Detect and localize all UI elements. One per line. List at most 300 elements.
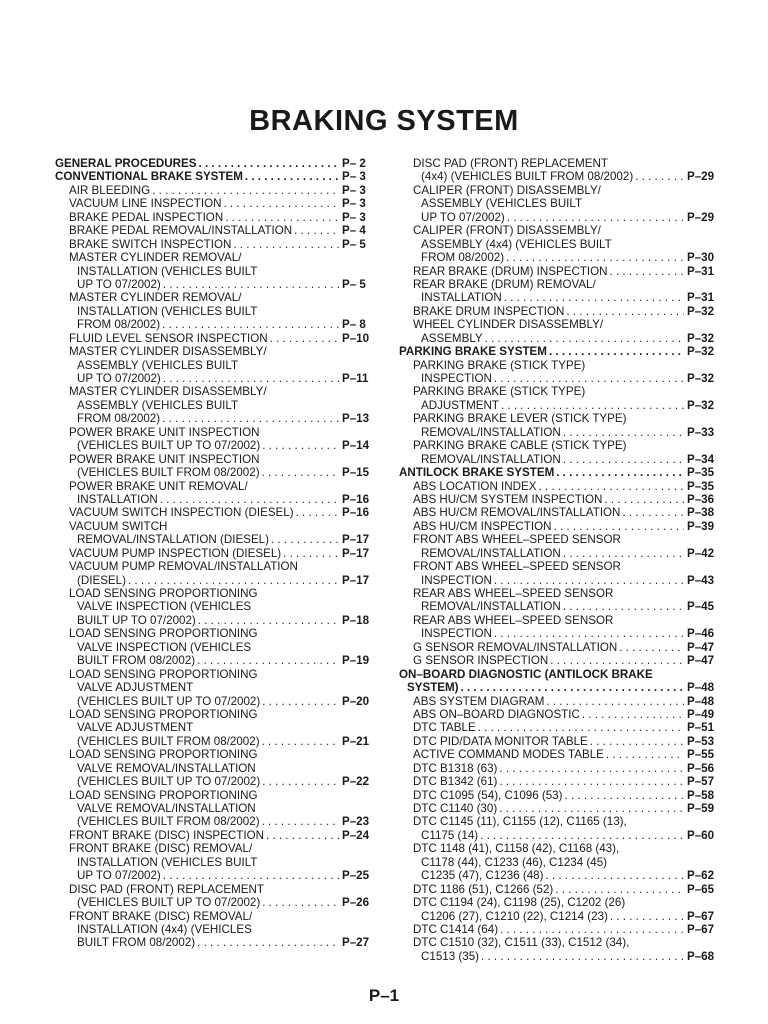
leader-dots [479,950,684,963]
toc-entry-page: P–24 [342,828,370,842]
toc-entry-title: (VEHICLES BUILT FROM 08/2002) [77,815,260,829]
toc-entry [399,668,717,681]
toc-entry-title: CONVENTIONAL BRAKE SYSTEM [55,170,243,184]
toc-entry [55,278,372,291]
toc-entry-title: CALIPER (FRONT) DISASSEMBLY/ [413,224,601,238]
toc-entry-title: REMOVAL/INSTALLATION [421,546,561,560]
toc-entry-page: P–68 [687,949,715,963]
toc-entry-page: P–56 [687,761,715,775]
toc-entry [55,762,372,775]
leader-dots [260,775,339,788]
toc-entry-title: ASSEMBLY (VEHICLES BUILT [421,197,583,211]
toc-entry [55,923,372,936]
toc-entry-page: P–67 [687,909,715,923]
leader-dots [197,157,339,170]
leader-dots [281,547,339,560]
toc-entry [399,829,717,842]
toc-entry-title: PARKING BRAKE CABLE (STICK TYPE) [413,439,627,453]
toc-entry-title: DTC B1342 (61) [413,775,498,789]
toc-entry-title: DTC C1510 (32), C1511 (33), C1512 (34), [413,936,630,950]
leader-dots [260,735,339,748]
toc-entry [399,359,717,372]
page-title: BRAKING SYSTEM [249,105,519,137]
toc-entry [399,842,717,855]
toc-entry-title: (VEHICLES BUILT UP TO 07/2002) [77,896,261,910]
toc-entry [399,224,717,237]
toc-entry [399,251,717,264]
toc-entry [399,265,717,278]
toc-entry-title: BRAKE DRUM INSPECTION [413,304,565,318]
leader-dots [552,520,685,533]
leader-dots [499,399,684,412]
leader-dots [543,869,684,882]
toc-entry-title: UP TO 07/2002) [77,277,161,291]
toc-entry [399,560,717,573]
leader-dots [563,789,685,802]
toc-entry [399,372,717,385]
toc-entry [399,426,717,439]
toc-entry-title: MASTER CYLINDER REMOVAL/ [69,251,242,265]
toc-entry [55,305,372,318]
toc-entry [55,224,372,237]
toc-entry-page: P–33 [687,425,715,439]
leader-dots [294,506,339,519]
toc-entry-page: P–45 [687,600,715,614]
toc-entry-title: DTC C1095 (54), C1096 (53) [413,788,563,802]
toc-entry-page: P–32 [687,398,715,412]
toc-entry-title: VACUUM PUMP REMOVAL/INSTALLATION [69,560,298,574]
toc-entry-title: C1178 (44), C1233 (46), C1234 (45) [421,855,608,869]
toc-entry [399,385,717,398]
toc-entry-title: FLUID LEVEL SENSOR INSPECTION [69,331,268,345]
toc-entry-title: PARKING BRAKE (STICK TYPE) [413,385,586,399]
leader-dots [260,439,339,452]
leader-dots [554,466,684,479]
leader-dots [268,332,339,345]
toc-entry-page: P–10 [342,331,370,345]
toc-entry-title: G SENSOR INSPECTION [413,654,549,668]
toc-entry [399,748,717,761]
toc-entry [399,789,717,802]
toc-entry-title: DISC PAD (FRONT) REPLACEMENT [413,157,608,170]
toc-entry-title: DTC TABLE [413,721,476,735]
toc-entry [55,815,372,828]
leader-dots [492,574,684,587]
toc-entry [399,695,717,708]
toc-entry [55,372,372,385]
toc-entry-title: WHEEL CYLINDER DISASSEMBLY/ [413,318,604,332]
toc-entry [399,641,717,654]
toc-entry-title: INSTALLATION (VEHICLES BUILT [77,304,258,318]
toc-entry-title: REMOVAL/INSTALLATION (DIESEL) [77,533,269,547]
toc-entry [55,721,372,734]
toc-entry [399,453,717,466]
toc-entry-page: P–27 [342,936,370,950]
toc-entry [55,184,372,197]
leader-dots [608,910,684,923]
toc-entry-title: G SENSOR REMOVAL/INSTALLATION [413,640,618,654]
toc-entry-page: P–59 [687,802,715,815]
leader-dots [633,170,684,183]
leader-dots [292,224,339,237]
toc-entry-page: P–21 [342,734,370,748]
toc-entry [399,318,717,331]
leader-dots [498,923,684,936]
toc-entry-title: CALIPER (FRONT) DISASSEMBLY/ [413,183,601,197]
toc-entry-title: INSTALLATION (VEHICLES BUILT [77,855,258,869]
toc-entry-page: P–55 [687,748,715,762]
toc-entry-title: (4x4) (VEHICLES BUILT FROM 08/2002) [421,170,634,184]
toc-entry-title: UP TO 07/2002) [77,372,161,385]
toc-right-column [399,157,717,963]
toc-entry-page: P–25 [342,869,370,883]
toc-entry [399,883,717,896]
toc-entry-title: C1235 (47), C1236 (48) [421,869,544,883]
toc-entry [399,869,717,882]
toc-entry-title: FRONT ABS WHEEL–SPEED SENSOR [413,533,621,547]
toc-entry-title: FRONT BRAKE (DISC) INSPECTION [69,828,264,842]
leader-dots [504,251,684,264]
toc-entry [55,170,372,183]
toc-entry-page: P–32 [687,345,715,359]
leader-dots [264,829,339,842]
toc-entry [55,251,372,264]
toc-entry [399,480,717,493]
toc-entry-page: P–32 [687,331,715,345]
toc-entry-page: P–39 [687,519,715,533]
toc-entry-title: ABS SYSTEM DIAGRAM [413,694,545,708]
toc-entry [399,493,717,506]
toc-entry [55,789,372,802]
toc-entry-page: P–16 [342,506,370,520]
toc-entry [55,453,372,466]
toc-entry-title: INSPECTION [421,573,492,587]
toc-entry [399,721,717,734]
toc-entry-title: BUILT FROM 08/2002) [77,936,196,950]
toc-entry [399,184,717,197]
toc-entry [55,775,372,788]
toc-entry-page: P–23 [342,815,370,829]
toc-entry-title: VACUUM LINE INSPECTION [69,197,222,211]
toc-entry-title: FROM 08/2002) [77,412,161,426]
toc-entry-title: LOAD SENSING PROPORTIONING [69,748,258,762]
toc-entry-title: DTC 1148 (41), C1158 (42), C1168 (43), [413,842,620,856]
toc-entry-title: REMOVAL/INSTALLATION [421,600,561,614]
toc-entry-title: (VEHICLES BUILT UP TO 07/2002) [77,775,261,789]
toc-entry-title: LOAD SENSING PROPORTIONING [69,667,258,681]
leader-dots [561,600,684,613]
leader-dots [588,735,684,748]
leader-dots [544,695,684,708]
toc-entry-title: C1175 (14) [421,828,479,842]
toc-entry-title: VACUUM SWITCH INSPECTION (DIESEL) [69,506,294,520]
toc-entry [399,587,717,600]
toc-entry-page: P–15 [342,466,370,480]
toc-entry-title: VALVE REMOVAL/INSTALLATION [77,802,256,815]
toc-entry-title: VACUUM PUMP INSPECTION (DIESEL) [69,546,282,560]
toc-entry [55,896,372,909]
toc-entry [55,869,372,882]
leader-dots [602,493,684,506]
toc-entry-title: AIR BLEEDING [69,183,151,197]
toc-entry [399,291,717,304]
leader-dots [260,896,339,909]
toc-entry [399,654,717,667]
toc-entry [399,533,717,546]
toc-entry [399,856,717,869]
toc-entry-page: P–19 [342,654,370,668]
toc-entry-page: P–36 [687,492,715,506]
toc-entry [399,238,717,251]
toc-entry-title: DTC C1145 (11), C1155 (12), C1165 (13), [413,815,627,829]
leader-dots [476,721,684,734]
toc-entry-page: P–16 [342,492,370,506]
toc-entry [399,910,717,923]
leader-dots [620,506,684,519]
toc-entry [399,345,717,358]
toc-entry [399,278,717,291]
toc-entry [55,829,372,842]
toc-entry-title: VALVE INSPECTION (VEHICLES [77,640,252,654]
toc-entry [55,547,372,560]
toc-entry-title: REAR BRAKE (DRUM) INSPECTION [413,264,608,278]
toc-entry-title: BUILT UP TO 07/2002) [77,613,196,627]
toc-entry [55,936,372,949]
toc-entry-page: P–20 [342,694,370,708]
toc-entry [55,506,372,519]
leader-dots [260,695,339,708]
toc-entry [55,157,372,170]
toc-entry-page: P– 8 [342,318,366,332]
toc-entry-title: INSTALLATION (4x4) (VEHICLES [77,922,252,936]
toc-entry-title: REMOVAL/INSTALLATION [421,452,561,466]
toc-entry [399,775,717,788]
toc-entry-page: P–11 [342,372,369,385]
toc-entry [399,466,717,479]
toc-entry-title: MASTER CYLINDER DISASSEMBLY/ [69,345,267,359]
toc-entry-title: REAR BRAKE (DRUM) REMOVAL/ [413,277,596,291]
toc-entry-title: PARKING BRAKE LEVER (STICK TYPE) [413,412,627,426]
toc-entry [399,399,717,412]
toc-entry-page: P–48 [687,694,715,708]
toc-entry [55,359,372,372]
toc-entry-title: ABS HU/CM SYSTEM INSPECTION [413,492,603,506]
toc-entry-page: P–18 [342,613,370,627]
leader-dots [497,762,684,775]
toc-entry [55,627,372,640]
toc-entry [399,815,717,828]
toc-entry [399,520,717,533]
toc-entry [55,883,372,896]
toc-entry-title: BUILT FROM 08/2002) [77,654,196,668]
toc-entry [55,291,372,304]
toc-entry-title: LOAD SENSING PROPORTIONING [69,788,258,802]
leader-dots [160,318,339,331]
leader-dots [536,480,684,493]
toc-entry [399,681,717,694]
toc-entry-title: DTC 1186 (51), C1266 (52) [413,882,554,896]
leader-dots [617,641,684,654]
toc-entry [399,211,717,224]
toc-entry-page: P–58 [687,788,715,802]
toc-entry-page: P–42 [687,546,715,560]
toc-entry-page: P–65 [687,882,715,896]
leader-dots [126,574,339,587]
leader-dots [243,170,339,183]
toc-entry-title: C1206 (27), C1210 (22), C1214 (23) [421,909,608,923]
toc-entry-page: P– 5 [342,277,366,291]
toc-entry-title: BRAKE SWITCH INSPECTION [69,237,232,251]
toc-entry-title: DTC C1194 (24), C1198 (25), C1202 (26) [413,896,626,910]
toc-entry-title: MASTER CYLINDER DISASSEMBLY/ [69,385,267,399]
toc-entry-title: LOAD SENSING PROPORTIONING [69,707,258,721]
leader-dots [195,654,339,667]
toc-entry [55,265,372,278]
toc-entry-page: P–31 [687,291,715,305]
toc-entry-title: UP TO 07/2002) [77,869,161,883]
toc-entry [399,506,717,519]
toc-entry-title: DTC PID/DATA MONITOR TABLE [413,734,588,748]
toc-entry [399,157,717,170]
toc-entry [55,654,372,667]
toc-entry [55,614,372,627]
leader-dots [221,197,339,210]
toc-entry-title: GENERAL PROCEDURES [55,157,197,170]
toc-entry-title: ASSEMBLY [421,331,483,345]
toc-entry [399,170,717,183]
leader-dots [561,453,684,466]
toc-entry-title: INSPECTION [421,372,492,385]
toc-entry-page: P–47 [687,654,715,668]
toc-entry-page: P–38 [687,506,715,520]
toc-entry [55,399,372,412]
toc-entry-title: VALVE ADJUSTMENT [77,681,194,695]
toc-entry-title: LOAD SENSING PROPORTIONING [69,587,258,600]
toc-entry-page: P–17 [342,573,370,587]
toc-entry-title: LOAD SENSING PROPORTIONING [69,627,258,641]
toc-entry [55,238,372,251]
toc-entry-page: P–46 [687,627,715,641]
toc-entry-page: P–62 [687,869,715,883]
toc-entry-title: ASSEMBLY (4x4) (VEHICLES BUILT [421,237,612,251]
toc-entry-page: P–60 [687,828,715,842]
toc-entry-page: P– 2 [342,157,366,170]
toc-entry-title: ABS HU/CM INSPECTION [413,519,552,533]
leader-dots [158,493,339,506]
toc-entry-title: FROM 08/2002) [77,318,161,332]
toc-entry-page: P–17 [342,546,370,560]
toc-left-column [55,157,372,950]
leader-dots [260,466,339,479]
toc-entry [399,627,717,640]
toc-entry [399,802,717,815]
toc-entry [399,412,717,425]
toc-entry [55,345,372,358]
toc-entry-page: P–43 [687,573,715,587]
toc-entry-title: INSTALLATION [77,492,158,506]
toc-entry [55,681,372,694]
toc-entry-title: C1513 (35) [421,949,480,963]
toc-entry-page: P–49 [687,707,715,721]
leader-dots [483,332,684,345]
toc-entry-title: ASSEMBLY (VEHICLES BUILT [77,358,239,372]
toc-entry-title: ASSEMBLY (VEHICLES BUILT [77,398,239,412]
leader-dots [195,936,339,949]
toc-entry-title: REMOVAL/INSTALLATION [421,425,561,439]
toc-entry-title: REAR ABS WHEEL–SPEED SENSOR [413,587,614,600]
toc-entry-page: P– 4 [342,224,366,238]
toc-entry [399,708,717,721]
toc-entry-title: UP TO 07/2002) [421,210,505,224]
toc-entry-page: P–57 [687,775,715,789]
toc-entry [55,802,372,815]
leader-dots [497,775,684,788]
toc-entry [55,332,372,345]
leader-dots [161,372,339,385]
toc-entry-title: (VEHICLES BUILT UP TO 07/2002) [77,694,261,708]
leader-dots [231,238,339,251]
toc-entry [55,748,372,761]
toc-entry-page: P–67 [687,922,715,936]
toc-entry-title: FROM 08/2002) [421,251,505,265]
toc-entry [399,614,717,627]
toc-entry-page: P–17 [342,533,370,547]
toc-entry-title: INSPECTION [421,627,492,641]
toc-entry-page: P–47 [687,640,715,654]
toc-entry-page: P–29 [687,170,715,184]
toc-entry-title: POWER BRAKE UNIT INSPECTION [69,452,260,466]
toc-entry [399,197,717,210]
toc-entry-page: P–34 [687,452,715,466]
toc-entry-title: (VEHICLES BUILT FROM 08/2002) [77,466,260,480]
toc-entry-title: SYSTEM) [407,681,459,695]
toc-entry-title: ABS HU/CM REMOVAL/INSTALLATION [413,506,621,520]
toc-entry [55,533,372,546]
toc-entry [55,466,372,479]
toc-entry [55,668,372,681]
leader-dots [502,291,684,304]
leader-dots [269,533,339,546]
toc-entry [55,412,372,425]
toc-entry [55,385,372,398]
toc-entry-title: FRONT ABS WHEEL–SPEED SENSOR [413,560,621,574]
toc-entry-page: P–30 [687,251,715,265]
toc-entry [55,560,372,573]
toc-entry-page: P–51 [687,721,715,735]
leader-dots [561,547,684,560]
leader-dots [497,802,684,815]
toc-entry [55,493,372,506]
toc-entry [399,762,717,775]
toc-entry [55,211,372,224]
toc-entry-page: P– 3 [342,183,366,197]
toc-entry [399,332,717,345]
toc-entry-title: ON–BOARD DIAGNOSTIC (ANTILOCK BRAKE [399,667,653,681]
toc-entry-title: VALVE REMOVAL/INSTALLATION [77,761,256,775]
leader-dots [580,708,684,721]
toc-entry [55,708,372,721]
toc-entry-title: POWER BRAKE UNIT REMOVAL/ [69,479,248,493]
toc-entry [399,735,717,748]
leader-dots [492,627,684,640]
toc-entry-title: (VEHICLES BUILT UP TO 07/2002) [77,439,261,453]
leader-dots [478,829,684,842]
toc-entry-title: BRAKE PEDAL INSPECTION [69,210,224,224]
leader-dots [547,345,684,358]
leader-dots [553,883,684,896]
toc-entry-title: (DIESEL) [77,573,126,587]
toc-entry-page: P– 3 [342,197,366,211]
